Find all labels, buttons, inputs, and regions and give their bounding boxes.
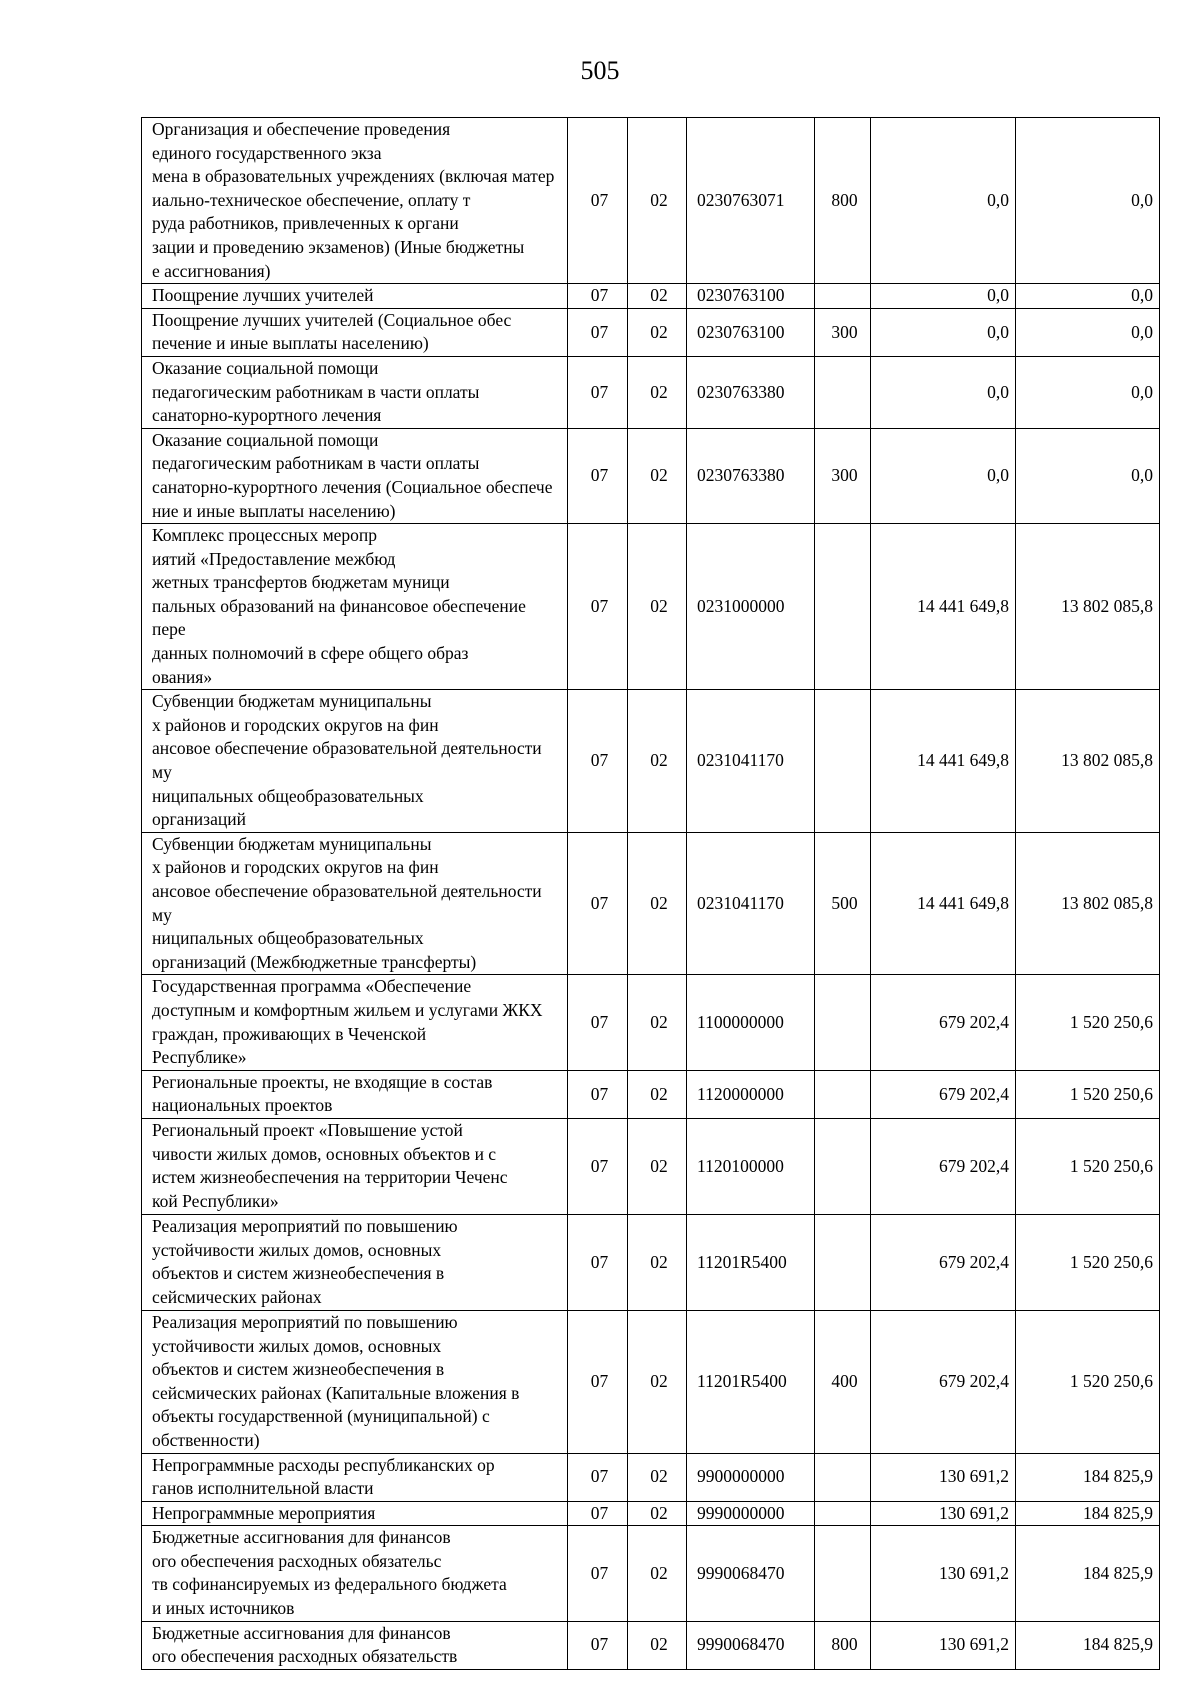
- table-row: [142, 1621, 1160, 1669]
- table-row: [142, 1501, 1160, 1526]
- table-row: [142, 308, 1160, 356]
- cell-amount-year1: 679 202,4: [871, 1118, 1016, 1214]
- cell-amount-year1: 0,0: [871, 356, 1016, 428]
- cell-amount-year1: 130 691,2: [871, 1526, 1016, 1621]
- cell-expense-type: [815, 1526, 871, 1621]
- cell-subsection: 02: [628, 1526, 687, 1621]
- budget-table: [141, 117, 1160, 1670]
- cell-expense-type: [815, 524, 871, 690]
- cell-amount-year2: 184 825,9: [1016, 1621, 1160, 1669]
- cell-amount-year1: 679 202,4: [871, 1214, 1016, 1310]
- cell-amount-year2: 1 520 250,6: [1016, 975, 1160, 1070]
- cell-section: 07: [568, 1310, 628, 1453]
- cell-name: Государственная программа «Обеспечение доступным и комфортным жильем и услугами ЖКХ граждан, проживающих в Чеченской Республике»: [142, 975, 568, 1070]
- cell-name: Оказание социальной помощи педагогическим работникам в части оплаты санаторно-курортного лечения (Социальное обеспече ние и иные выплаты населению): [142, 428, 568, 523]
- cell-name: Непрограммные расходы республиканских ор ганов исполнительной власти: [142, 1453, 568, 1501]
- cell-name: Субвенции бюджетам муниципальны х районов и городских округов на фин ансовое обеспечение образовательной деятельности му ниципальных общеобразовательных организаций: [142, 690, 568, 833]
- cell-section: 07: [568, 428, 628, 523]
- cell-target-article: 0231041170: [687, 832, 815, 975]
- table-body: [142, 118, 1160, 1670]
- cell-target-article: 1120000000: [687, 1070, 815, 1118]
- cell-section: 07: [568, 832, 628, 975]
- cell-section: 07: [568, 356, 628, 428]
- cell-name: Реализация мероприятий по повышению устойчивости жилых домов, основных объектов и систем жизнеобеспечения в сейсмических районах (Капитальные вложения в объекты государственной (муниципальной) с обственности): [142, 1310, 568, 1453]
- cell-section: 07: [568, 1526, 628, 1621]
- cell-amount-year2: 0,0: [1016, 308, 1160, 356]
- cell-target-article: 1100000000: [687, 975, 815, 1070]
- cell-name: Региональные проекты, не входящие в состав национальных проектов: [142, 1070, 568, 1118]
- table-row: [142, 428, 1160, 523]
- cell-amount-year2: 184 825,9: [1016, 1526, 1160, 1621]
- cell-amount-year2: 0,0: [1016, 428, 1160, 523]
- cell-section: 07: [568, 308, 628, 356]
- cell-amount-year2: 13 802 085,8: [1016, 832, 1160, 975]
- cell-subsection: 02: [628, 1310, 687, 1453]
- cell-target-article: 11201R5400: [687, 1214, 815, 1310]
- cell-expense-type: 500: [815, 832, 871, 975]
- cell-target-article: 0230763100: [687, 308, 815, 356]
- table-row: [142, 1214, 1160, 1310]
- cell-name: Бюджетные ассигнования для финансов ого обеспечения расходных обязательств: [142, 1621, 568, 1669]
- cell-amount-year2: 0,0: [1016, 118, 1160, 284]
- table-row: [142, 690, 1160, 833]
- cell-name: Бюджетные ассигнования для финансов ого обеспечения расходных обязательс тв софинансируемых из федерального бюджета и иных источников: [142, 1526, 568, 1621]
- cell-subsection: 02: [628, 308, 687, 356]
- cell-subsection: 02: [628, 1501, 687, 1526]
- table-row: [142, 284, 1160, 309]
- cell-amount-year1: 0,0: [871, 428, 1016, 523]
- cell-target-article: 0231000000: [687, 524, 815, 690]
- table-row: [142, 1118, 1160, 1214]
- table-row: [142, 1070, 1160, 1118]
- cell-name: Региональный проект «Повышение устой чивости жилых домов, основных объектов и с истем жизнеобеспечения на территории Чеченс кой Республики»: [142, 1118, 568, 1214]
- cell-amount-year2: 1 520 250,6: [1016, 1310, 1160, 1453]
- cell-subsection: 02: [628, 975, 687, 1070]
- cell-amount-year2: 184 825,9: [1016, 1501, 1160, 1526]
- cell-section: 07: [568, 1621, 628, 1669]
- cell-subsection: 02: [628, 284, 687, 309]
- cell-expense-type: [815, 690, 871, 833]
- table-row: [142, 1310, 1160, 1453]
- cell-expense-type: [815, 975, 871, 1070]
- cell-amount-year1: 14 441 649,8: [871, 524, 1016, 690]
- cell-subsection: 02: [628, 118, 687, 284]
- table-row: [142, 1453, 1160, 1501]
- table-row: [142, 356, 1160, 428]
- cell-target-article: 0230763100: [687, 284, 815, 309]
- cell-expense-type: 400: [815, 1310, 871, 1453]
- cell-expense-type: [815, 1118, 871, 1214]
- cell-name: Поощрение лучших учителей: [142, 284, 568, 309]
- cell-expense-type: 300: [815, 428, 871, 523]
- cell-name: Поощрение лучших учителей (Социальное обес печение и иные выплаты населению): [142, 308, 568, 356]
- cell-subsection: 02: [628, 1118, 687, 1214]
- table-row: [142, 118, 1160, 284]
- cell-name: Комплекс процессных меропр иятий «Предоставление межбюд жетных трансфертов бюджетам муници пальных образований на финансовое обеспечение пере данных полномочий в сфере общего образ ования»: [142, 524, 568, 690]
- cell-amount-year2: 1 520 250,6: [1016, 1118, 1160, 1214]
- cell-name: Оказание социальной помощи педагогическим работникам в части оплаты санаторно-курортного лечения: [142, 356, 568, 428]
- cell-amount-year2: 0,0: [1016, 284, 1160, 309]
- cell-expense-type: [815, 356, 871, 428]
- cell-section: 07: [568, 118, 628, 284]
- cell-target-article: 0230763380: [687, 428, 815, 523]
- cell-section: 07: [568, 690, 628, 833]
- cell-expense-type: [815, 284, 871, 309]
- cell-target-article: 11201R5400: [687, 1310, 815, 1453]
- cell-section: 07: [568, 1214, 628, 1310]
- cell-amount-year1: 679 202,4: [871, 975, 1016, 1070]
- cell-target-article: 0231041170: [687, 690, 815, 833]
- cell-amount-year2: 184 825,9: [1016, 1453, 1160, 1501]
- cell-amount-year2: 13 802 085,8: [1016, 524, 1160, 690]
- cell-section: 07: [568, 524, 628, 690]
- cell-name: Организация и обеспечение проведения единого государственного экза мена в образовательных учреждениях (включая матер иально-техническое обеспечение, оплату т руда работников, привлеченных к органи зации и проведению экзаменов) (Иные бюджетны е ассигнования): [142, 118, 568, 284]
- cell-target-article: 0230763380: [687, 356, 815, 428]
- cell-name: Субвенции бюджетам муниципальны х районов и городских округов на фин ансовое обеспечение образовательной деятельности му ниципальных общеобразовательных организаций (Межбюджетные трансферты): [142, 832, 568, 975]
- cell-amount-year1: 130 691,2: [871, 1621, 1016, 1669]
- cell-target-article: 9990068470: [687, 1621, 815, 1669]
- cell-expense-type: [815, 1070, 871, 1118]
- cell-target-article: 9990068470: [687, 1526, 815, 1621]
- cell-expense-type: 300: [815, 308, 871, 356]
- cell-subsection: 02: [628, 1453, 687, 1501]
- cell-amount-year1: 679 202,4: [871, 1310, 1016, 1453]
- cell-expense-type: 800: [815, 118, 871, 284]
- cell-expense-type: [815, 1214, 871, 1310]
- table-row: [142, 524, 1160, 690]
- cell-expense-type: [815, 1453, 871, 1501]
- cell-subsection: 02: [628, 690, 687, 833]
- cell-subsection: 02: [628, 1214, 687, 1310]
- cell-subsection: 02: [628, 832, 687, 975]
- cell-target-article: 9900000000: [687, 1453, 815, 1501]
- cell-subsection: 02: [628, 1621, 687, 1669]
- cell-section: 07: [568, 284, 628, 309]
- cell-target-article: 9990000000: [687, 1501, 815, 1526]
- cell-subsection: 02: [628, 1070, 687, 1118]
- cell-section: 07: [568, 1501, 628, 1526]
- cell-amount-year1: 130 691,2: [871, 1453, 1016, 1501]
- cell-amount-year2: 1 520 250,6: [1016, 1070, 1160, 1118]
- cell-section: 07: [568, 1118, 628, 1214]
- cell-target-article: 1120100000: [687, 1118, 815, 1214]
- table-row: [142, 975, 1160, 1070]
- cell-expense-type: 800: [815, 1621, 871, 1669]
- cell-amount-year1: 0,0: [871, 308, 1016, 356]
- cell-amount-year1: 130 691,2: [871, 1501, 1016, 1526]
- cell-amount-year1: 0,0: [871, 284, 1016, 309]
- cell-amount-year2: 0,0: [1016, 356, 1160, 428]
- cell-subsection: 02: [628, 428, 687, 523]
- table-row: [142, 1526, 1160, 1621]
- cell-target-article: 0230763071: [687, 118, 815, 284]
- cell-subsection: 02: [628, 524, 687, 690]
- cell-amount-year1: 14 441 649,8: [871, 690, 1016, 833]
- cell-amount-year1: 679 202,4: [871, 1070, 1016, 1118]
- cell-subsection: 02: [628, 356, 687, 428]
- cell-section: 07: [568, 1070, 628, 1118]
- cell-expense-type: [815, 1501, 871, 1526]
- cell-amount-year1: 0,0: [871, 118, 1016, 284]
- page-number: 505: [580, 56, 620, 85]
- cell-amount-year1: 14 441 649,8: [871, 832, 1016, 975]
- cell-section: 07: [568, 975, 628, 1070]
- cell-amount-year2: 1 520 250,6: [1016, 1214, 1160, 1310]
- cell-name: Реализация мероприятий по повышению устойчивости жилых домов, основных объектов и систем жизнеобеспечения в сейсмических районах: [142, 1214, 568, 1310]
- cell-name: Непрограммные мероприятия: [142, 1501, 568, 1526]
- table-row: [142, 832, 1160, 975]
- cell-amount-year2: 13 802 085,8: [1016, 690, 1160, 833]
- cell-section: 07: [568, 1453, 628, 1501]
